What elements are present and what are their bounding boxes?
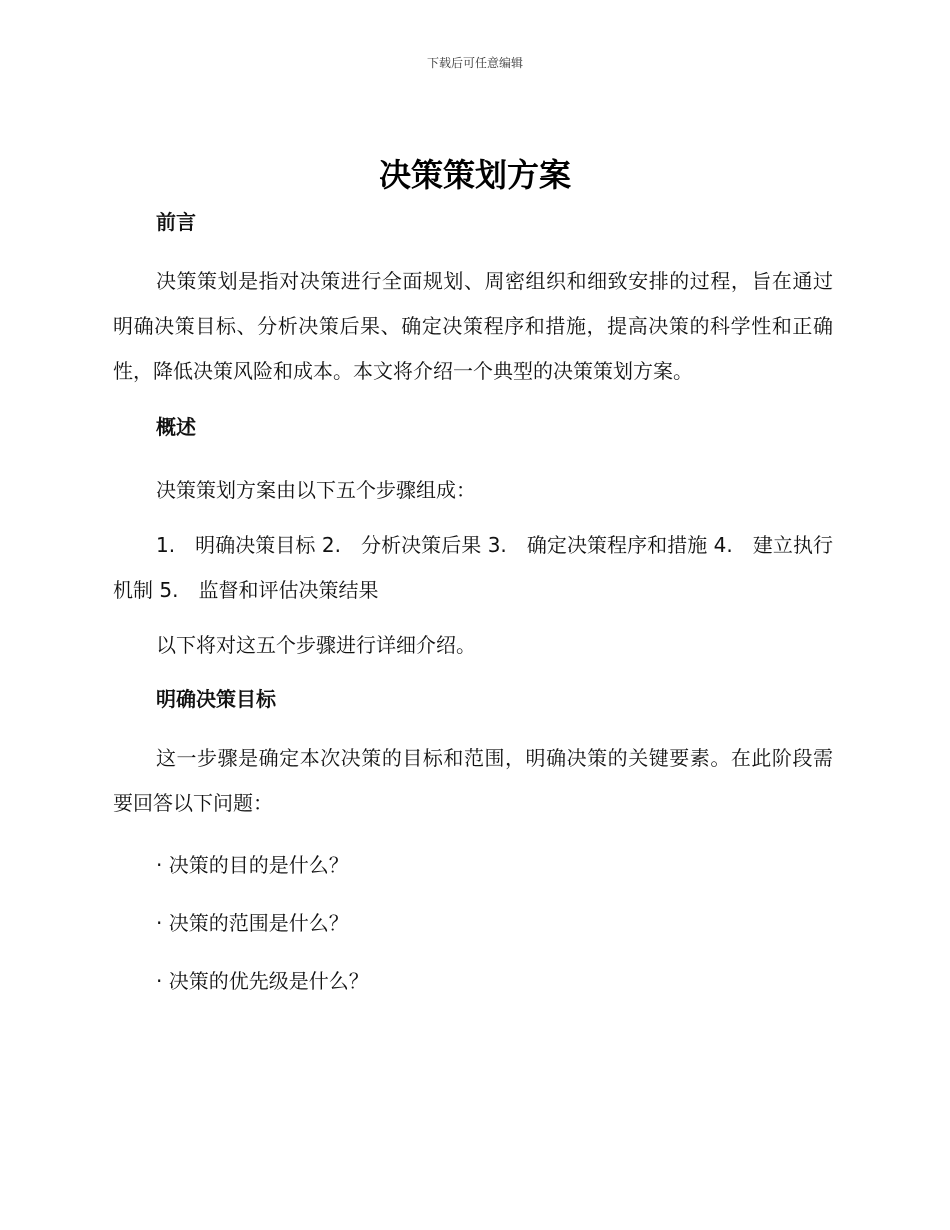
document-body xyxy=(113,205,833,998)
list-item: · 决策的范围是什么？ xyxy=(156,911,349,935)
paragraph-goal: 这一步骤是确定本次决策的目标和范围，明确决策的关键要素。在此阶段需要回答以下问题： xyxy=(113,746,833,815)
paragraph-overview-outro: 以下将对这五个步骤进行详细介绍。 xyxy=(156,633,476,657)
paragraph-overview-intro: 决策策划方案由以下五个步骤组成： xyxy=(156,478,476,502)
section-heading-goal: 明确决策目标 xyxy=(156,687,276,711)
section-heading-preface: 前言 xyxy=(156,210,196,234)
section-heading-overview: 概述 xyxy=(156,415,196,439)
list-item: · 决策的优先级是什么？ xyxy=(156,969,369,993)
paragraph-overview-steps: 1. 明确决策目标 2. 分析决策后果 3. 确定决策程序和措施 4. 建立执行机制 5. 监督和评估决策结果 xyxy=(113,533,833,602)
list-item: · 决策的目的是什么？ xyxy=(156,853,349,877)
page-header-note: 下载后可任意编辑 xyxy=(426,56,523,70)
document-title: 决策策划方案 xyxy=(378,156,571,194)
paragraph-preface: 决策策划是指对决策进行全面规划、周密组织和细致安排的过程，旨在通过明确决策目标、分析决策后果、确定决策程序和措施，提高决策的科学性和正确性，降低决策风险和成本。本文将介绍一个典型的决策策划方案。 xyxy=(113,269,833,383)
